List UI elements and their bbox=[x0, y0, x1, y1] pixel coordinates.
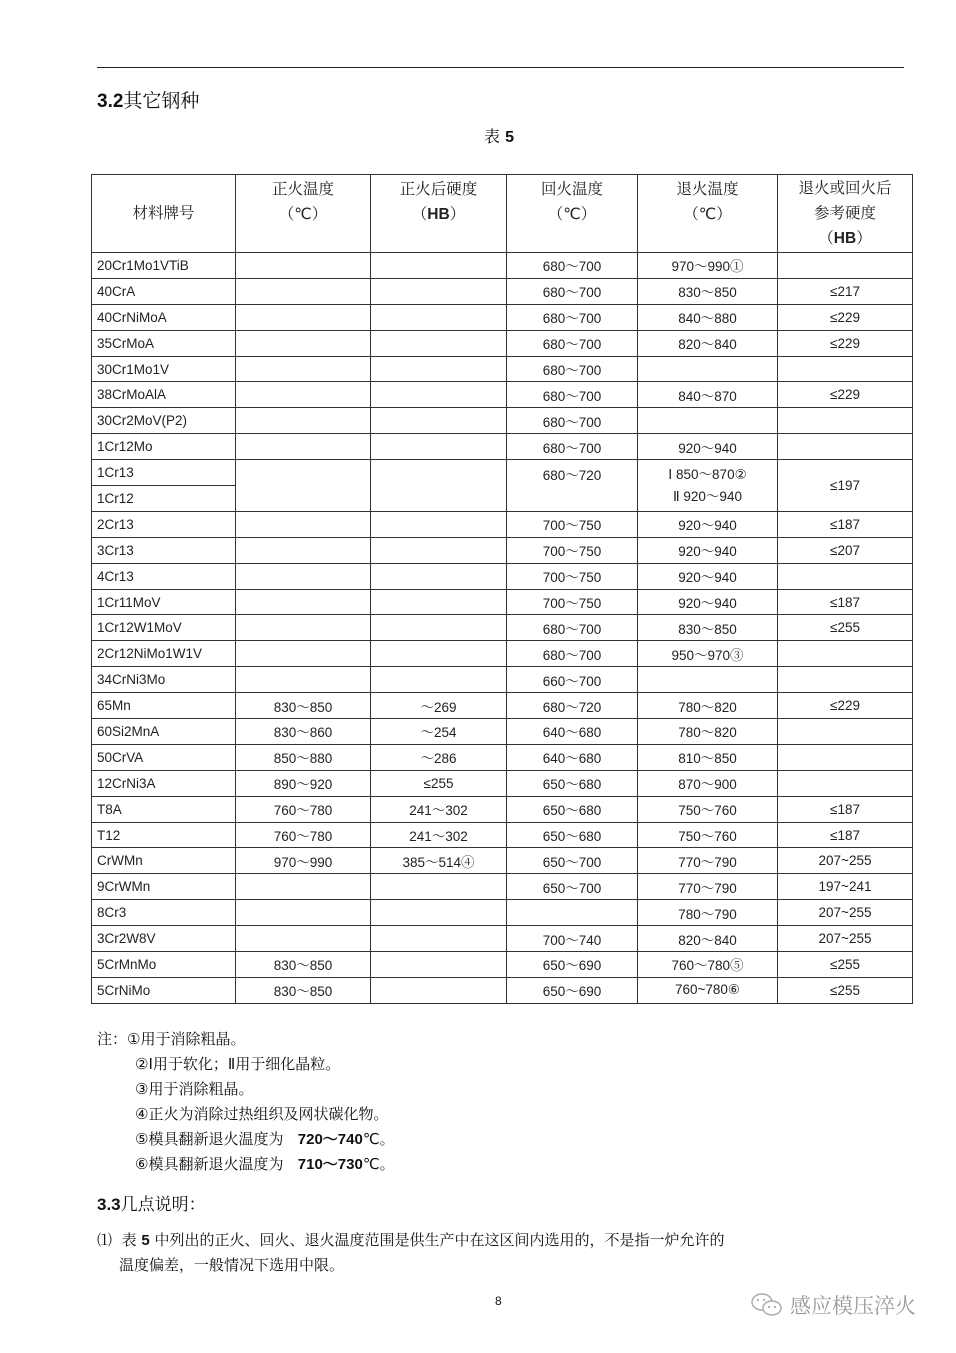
cell-anneal: 830～850 bbox=[638, 615, 778, 641]
cell-ref-hb: ≤229 bbox=[778, 304, 913, 330]
table-row bbox=[92, 589, 913, 615]
table-caption-number: 5 bbox=[505, 129, 515, 146]
cell-anneal: 920～940 bbox=[638, 589, 778, 615]
cell-norm-temp: 760～780 bbox=[236, 796, 371, 822]
cell-norm-temp bbox=[236, 537, 371, 563]
cell-norm-hb bbox=[371, 304, 507, 330]
cell-norm-hb bbox=[371, 926, 507, 952]
cell-name: 4Cr13 bbox=[92, 563, 236, 589]
note-1: 注：①用于消除粗晶。 bbox=[97, 1030, 246, 1048]
cell-temper: 660～700 bbox=[507, 667, 638, 693]
cell-name: 12CrNi3A bbox=[92, 770, 236, 796]
table-row bbox=[92, 926, 913, 952]
cell-ref-hb: ≤187 bbox=[778, 822, 913, 848]
cell-anneal bbox=[638, 356, 778, 382]
cell-anneal: 810～850 bbox=[638, 744, 778, 770]
cell-anneal: 770～790 bbox=[638, 874, 778, 900]
cell-ref-hb: ≤187 bbox=[778, 796, 913, 822]
cell-ref-hb: 197~241 bbox=[778, 874, 913, 900]
cell-temper: 650～690 bbox=[507, 977, 638, 1003]
cell-ref-hb: ≤255 bbox=[778, 952, 913, 978]
cell-norm-temp: 830～860 bbox=[236, 719, 371, 745]
cell-temper: 650～680 bbox=[507, 770, 638, 796]
table-row bbox=[92, 278, 913, 304]
cell-norm-temp: 890～920 bbox=[236, 770, 371, 796]
table-row bbox=[92, 693, 913, 719]
table-row bbox=[92, 460, 913, 486]
table-header-row bbox=[92, 175, 913, 253]
cell-norm-hb bbox=[371, 589, 507, 615]
cell-anneal: 840～870 bbox=[638, 382, 778, 408]
page-number: 8 bbox=[495, 1294, 502, 1308]
table-caption bbox=[484, 124, 514, 147]
cell-anneal: 840～880 bbox=[638, 304, 778, 330]
cell-ref-hb bbox=[778, 563, 913, 589]
cell-norm-temp bbox=[236, 589, 371, 615]
cell-temper: 680～700 bbox=[507, 278, 638, 304]
cell-norm-hb bbox=[371, 563, 507, 589]
cell-name: 40CrNiMoA bbox=[92, 304, 236, 330]
header-tempering-temp: 回火温度 （℃） bbox=[507, 175, 638, 253]
cell-anneal: 950～970③ bbox=[638, 641, 778, 667]
cell-temper: 640～680 bbox=[507, 744, 638, 770]
header-normalizing-hardness: 正火后硬度 （HB） bbox=[371, 175, 507, 253]
cell-anneal: 750～760 bbox=[638, 796, 778, 822]
section2-number: 3.3 bbox=[97, 1195, 121, 1214]
header-normalizing-temp: 正火温度 （℃） bbox=[236, 175, 371, 253]
table-row bbox=[92, 330, 913, 356]
cell-temper: 680～720 bbox=[507, 693, 638, 719]
cell-norm-hb bbox=[371, 900, 507, 926]
cell-norm-temp bbox=[236, 253, 371, 279]
table-row bbox=[92, 719, 913, 745]
cell-name: 3Cr13 bbox=[92, 537, 236, 563]
table-row bbox=[92, 667, 913, 693]
cell-norm-hb bbox=[371, 511, 507, 537]
cell-norm-temp: 850～880 bbox=[236, 744, 371, 770]
cell-anneal: 780～820 bbox=[638, 693, 778, 719]
cell-norm-hb bbox=[371, 874, 507, 900]
cell-anneal: 870～900 bbox=[638, 770, 778, 796]
cell-norm-hb: 241～302 bbox=[371, 822, 507, 848]
cell-temper: 650～700 bbox=[507, 848, 638, 874]
cell-ref-hb bbox=[778, 667, 913, 693]
cell-temper: 650～690 bbox=[507, 952, 638, 978]
table-row bbox=[92, 408, 913, 434]
cell-ref-hb bbox=[778, 253, 913, 279]
cell-name: 1Cr12 bbox=[92, 486, 236, 512]
cell-ref-hb: ≤217 bbox=[778, 278, 913, 304]
cell-anneal bbox=[638, 408, 778, 434]
cell-norm-hb bbox=[371, 667, 507, 693]
explanation-paragraph: ⑴ 表 5 中列出的正火、回火、退火温度范围是供生产中在这区间内选用的，不是指一炉允许的 温度偏差，一般情况下选用中限。 bbox=[97, 1231, 725, 1274]
note-6: ⑥模具翻新退火温度为 710～730℃。 bbox=[135, 1155, 395, 1173]
table-row bbox=[92, 615, 913, 641]
cell-norm-hb: 385～514④ bbox=[371, 848, 507, 874]
steel-table bbox=[91, 174, 913, 1004]
cell-anneal: 760～780⑤ bbox=[638, 952, 778, 978]
cell-name: 34CrNi3Mo bbox=[92, 667, 236, 693]
cell-anneal: 820～840 bbox=[638, 926, 778, 952]
cell-name: CrWMn bbox=[92, 848, 236, 874]
table-row bbox=[92, 848, 913, 874]
cell-temper: 680～700 bbox=[507, 382, 638, 408]
cell-norm-hb bbox=[371, 641, 507, 667]
cell-anneal: 920～940 bbox=[638, 511, 778, 537]
table-row bbox=[92, 796, 913, 822]
cell-name: 60Si2MnA bbox=[92, 719, 236, 745]
cell-norm-hb: ～286 bbox=[371, 744, 507, 770]
table-row bbox=[92, 822, 913, 848]
note-2: ②Ⅰ用于软化；Ⅱ用于细化晶粒。 bbox=[135, 1055, 341, 1073]
cell-ref-hb bbox=[778, 770, 913, 796]
table-row bbox=[92, 977, 913, 1003]
cell-norm-hb bbox=[371, 952, 507, 978]
cell-norm-hb: ≤255 bbox=[371, 770, 507, 796]
cell-name: 35CrMoA bbox=[92, 330, 236, 356]
cell-ref-hb: ≤255 bbox=[778, 977, 913, 1003]
cell-temper: 680～700 bbox=[507, 304, 638, 330]
cell-norm-temp bbox=[236, 511, 371, 537]
cell-norm-temp: 830～850 bbox=[236, 977, 371, 1003]
table-caption-prefix: 表 bbox=[484, 127, 501, 146]
table-row bbox=[92, 537, 913, 563]
note-5: ⑤模具翻新退火温度为 720～740℃。 bbox=[135, 1130, 395, 1148]
cell-norm-temp bbox=[236, 304, 371, 330]
table-row bbox=[92, 511, 913, 537]
cell-norm-hb bbox=[371, 330, 507, 356]
cell-anneal: 750～760 bbox=[638, 822, 778, 848]
table-row bbox=[92, 434, 913, 460]
cell-name: 1Cr11MoV bbox=[92, 589, 236, 615]
cell-ref-hb: ≤229 bbox=[778, 382, 913, 408]
cell-norm-temp bbox=[236, 434, 371, 460]
cell-norm-temp bbox=[236, 615, 371, 641]
cell-norm-hb bbox=[371, 615, 507, 641]
cell-anneal: 780～820 bbox=[638, 719, 778, 745]
cell-anneal: 780～790 bbox=[638, 900, 778, 926]
cell-name: 40CrA bbox=[92, 278, 236, 304]
watermark bbox=[750, 1290, 916, 1320]
header-rule bbox=[97, 67, 904, 68]
cell-anneal: 770～790 bbox=[638, 848, 778, 874]
cell-name: 38CrMoAlA bbox=[92, 382, 236, 408]
table-row bbox=[92, 253, 913, 279]
cell-anneal: 920～940 bbox=[638, 537, 778, 563]
cell-ref-hb: ≤197 bbox=[778, 460, 913, 512]
cell-norm-hb: ～254 bbox=[371, 719, 507, 745]
cell-norm-temp: 830～850 bbox=[236, 693, 371, 719]
cell-temper: 650～700 bbox=[507, 874, 638, 900]
cell-norm-temp bbox=[236, 563, 371, 589]
wechat-icon bbox=[750, 1292, 784, 1318]
table-row bbox=[92, 641, 913, 667]
cell-norm-temp: 760～780 bbox=[236, 822, 371, 848]
table-body bbox=[92, 253, 913, 1004]
cell-ref-hb: ≤207 bbox=[778, 537, 913, 563]
cell-norm-hb bbox=[371, 537, 507, 563]
cell-ref-hb: ≤187 bbox=[778, 511, 913, 537]
cell-norm-temp bbox=[236, 278, 371, 304]
table-row bbox=[92, 382, 913, 408]
note-4: ④正火为消除过热组织及网状碳化物。 bbox=[135, 1105, 389, 1123]
cell-norm-hb bbox=[371, 382, 507, 408]
cell-ref-hb: ≤187 bbox=[778, 589, 913, 615]
cell-norm-temp: 830～850 bbox=[236, 952, 371, 978]
cell-temper: 700～750 bbox=[507, 511, 638, 537]
cell-anneal: 760~780⑥ bbox=[638, 977, 778, 1003]
cell-norm-hb: ～269 bbox=[371, 693, 507, 719]
cell-norm-temp bbox=[236, 900, 371, 926]
section-3-3-heading bbox=[97, 1190, 206, 1215]
cell-temper: 650～680 bbox=[507, 822, 638, 848]
cell-ref-hb: 207~255 bbox=[778, 900, 913, 926]
table-row bbox=[92, 770, 913, 796]
cell-name: 3Cr2W8V bbox=[92, 926, 236, 952]
cell-temper: 680～700 bbox=[507, 253, 638, 279]
table-row bbox=[92, 874, 913, 900]
cell-norm-temp bbox=[236, 667, 371, 693]
table-row bbox=[92, 952, 913, 978]
cell-ref-hb: 207~255 bbox=[778, 926, 913, 952]
cell-ref-hb bbox=[778, 744, 913, 770]
cell-temper: 680～700 bbox=[507, 641, 638, 667]
cell-name: 9CrWMn bbox=[92, 874, 236, 900]
cell-name: 30Cr2MoV(P2) bbox=[92, 408, 236, 434]
cell-temper: 700～750 bbox=[507, 563, 638, 589]
cell-ref-hb: 207~255 bbox=[778, 848, 913, 874]
cell-temper: 680～700 bbox=[507, 615, 638, 641]
cell-temper bbox=[507, 900, 638, 926]
cell-temper: 680～700 bbox=[507, 356, 638, 382]
cell-norm-temp bbox=[236, 330, 371, 356]
cell-anneal: 830～850 bbox=[638, 278, 778, 304]
cell-temper: 680～720 bbox=[507, 460, 638, 512]
cell-norm-hb bbox=[371, 434, 507, 460]
cell-name: 1Cr13 bbox=[92, 460, 236, 486]
cell-name: 2Cr13 bbox=[92, 511, 236, 537]
cell-name: 65Mn bbox=[92, 693, 236, 719]
section2-title: 几点说明： bbox=[120, 1195, 206, 1215]
cell-norm-temp bbox=[236, 356, 371, 382]
cell-name: 30Cr1Mo1V bbox=[92, 356, 236, 382]
cell-norm-temp bbox=[236, 874, 371, 900]
cell-anneal: Ⅰ 850～870② Ⅱ 920～940 bbox=[638, 460, 778, 512]
cell-temper: 680～700 bbox=[507, 434, 638, 460]
cell-ref-hb bbox=[778, 356, 913, 382]
cell-ref-hb: ≤255 bbox=[778, 615, 913, 641]
cell-name: 50CrVA bbox=[92, 744, 236, 770]
cell-name: 1Cr12Mo bbox=[92, 434, 236, 460]
cell-name: 2Cr12NiMo1W1V bbox=[92, 641, 236, 667]
cell-anneal: 970～990① bbox=[638, 253, 778, 279]
cell-name: 8Cr3 bbox=[92, 900, 236, 926]
cell-norm-hb bbox=[371, 356, 507, 382]
cell-norm-hb bbox=[371, 460, 507, 512]
cell-name: 1Cr12W1MoV bbox=[92, 615, 236, 641]
cell-norm-temp bbox=[236, 408, 371, 434]
section-title: 其它钢种 bbox=[123, 90, 200, 112]
cell-norm-hb bbox=[371, 977, 507, 1003]
cell-ref-hb bbox=[778, 434, 913, 460]
cell-name: T12 bbox=[92, 822, 236, 848]
section-heading bbox=[97, 86, 199, 113]
cell-ref-hb: ≤229 bbox=[778, 330, 913, 356]
cell-norm-temp bbox=[236, 926, 371, 952]
header-reference-hardness: 退火或回火后 参考硬度 （HB） bbox=[778, 175, 913, 253]
cell-anneal: 820～840 bbox=[638, 330, 778, 356]
cell-ref-hb bbox=[778, 641, 913, 667]
cell-ref-hb: ≤229 bbox=[778, 693, 913, 719]
cell-name: 5CrMnMo bbox=[92, 952, 236, 978]
cell-temper: 700～750 bbox=[507, 589, 638, 615]
cell-norm-hb bbox=[371, 253, 507, 279]
watermark-text: 感应模压淬火 bbox=[790, 1294, 916, 1318]
cell-name: T8A bbox=[92, 796, 236, 822]
cell-ref-hb bbox=[778, 719, 913, 745]
cell-norm-temp: 970～990 bbox=[236, 848, 371, 874]
table-row bbox=[92, 900, 913, 926]
notes bbox=[97, 1027, 395, 1177]
table-row bbox=[92, 563, 913, 589]
cell-ref-hb bbox=[778, 408, 913, 434]
cell-norm-hb bbox=[371, 278, 507, 304]
table-row bbox=[92, 356, 913, 382]
cell-norm-temp bbox=[236, 641, 371, 667]
cell-anneal: 920～940 bbox=[638, 563, 778, 589]
cell-norm-temp bbox=[236, 382, 371, 408]
table-row bbox=[92, 304, 913, 330]
cell-norm-temp bbox=[236, 460, 371, 512]
table-row bbox=[92, 744, 913, 770]
cell-name: 20Cr1Mo1VTiB bbox=[92, 253, 236, 279]
cell-norm-hb: 241～302 bbox=[371, 796, 507, 822]
cell-temper: 700～750 bbox=[507, 537, 638, 563]
header-annealing-temp: 退火温度 （℃） bbox=[638, 175, 778, 253]
cell-anneal: 920～940 bbox=[638, 434, 778, 460]
note-3: ③用于消除粗晶。 bbox=[135, 1080, 254, 1098]
cell-temper: 640～680 bbox=[507, 719, 638, 745]
header-material: 材料牌号 bbox=[92, 175, 236, 253]
cell-temper: 680～700 bbox=[507, 330, 638, 356]
cell-name: 5CrNiMo bbox=[92, 977, 236, 1003]
cell-temper: 700～740 bbox=[507, 926, 638, 952]
section-number: 3.2 bbox=[97, 91, 124, 112]
cell-temper: 680～700 bbox=[507, 408, 638, 434]
cell-norm-hb bbox=[371, 408, 507, 434]
cell-anneal bbox=[638, 667, 778, 693]
notes-label: 注： bbox=[97, 1030, 128, 1048]
cell-temper: 650～680 bbox=[507, 796, 638, 822]
